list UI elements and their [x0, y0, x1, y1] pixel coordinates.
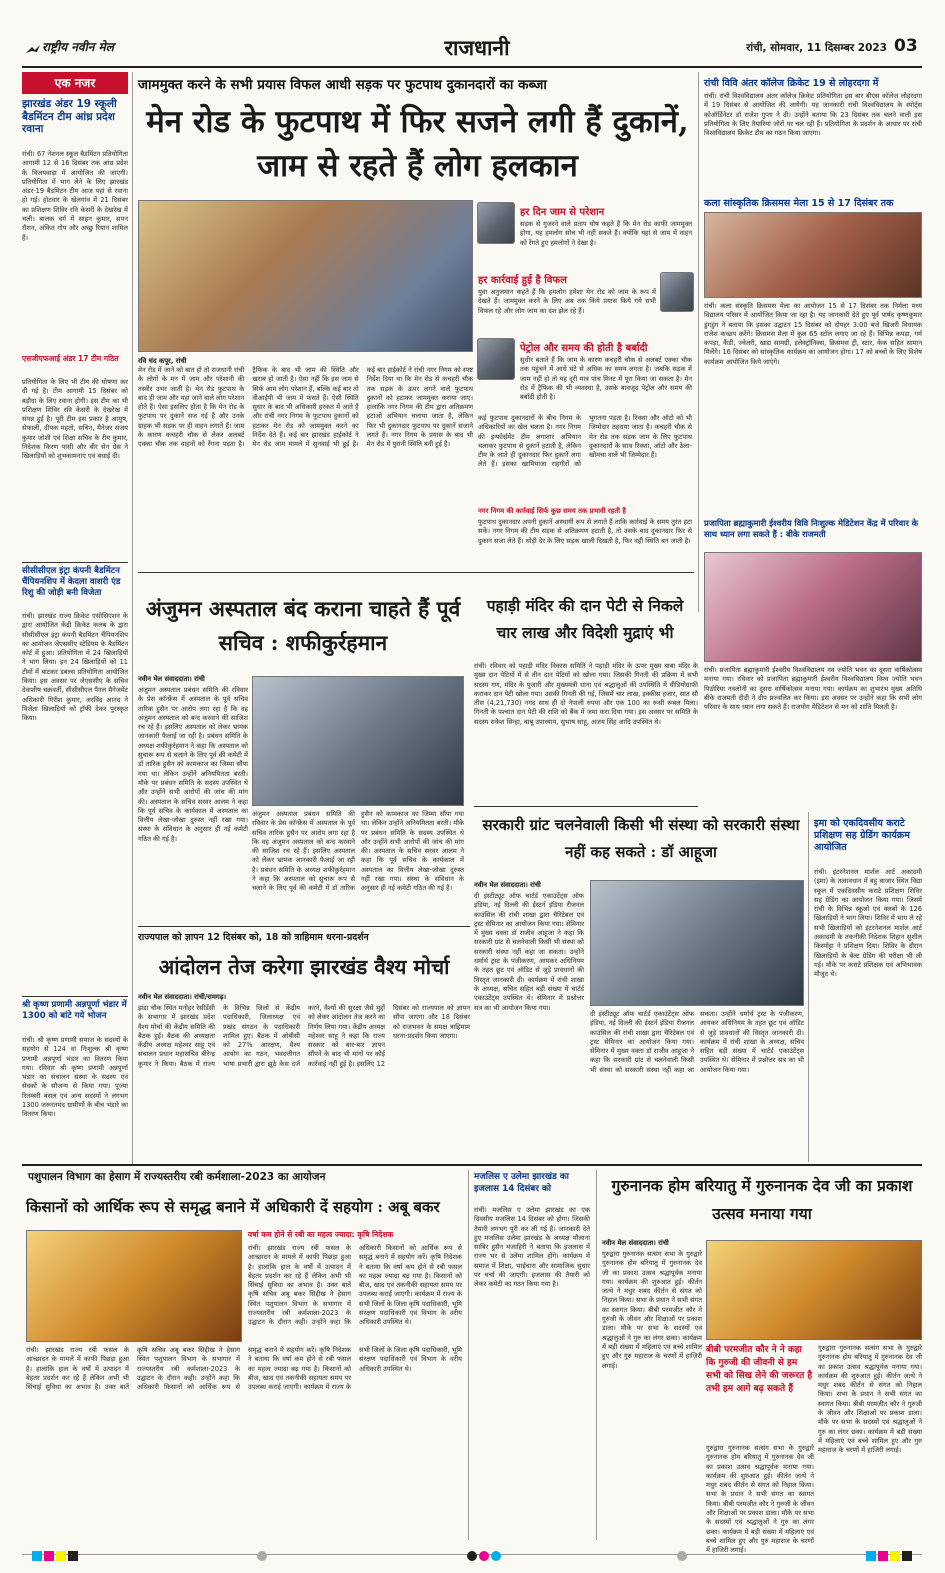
lead-byline: रवि चंद कपूर, रांची: [138, 357, 187, 365]
column-rule: [808, 812, 809, 1162]
column-rule: [596, 1170, 597, 1540]
lead-headline: मेन रोड के फुटपाथ में फिर सजने लगी हैं दुकानें, जाम से रहते हैं लोग हलकान: [146, 104, 689, 184]
christmas-mela-body: रांची। कला संस्कृति क्रिसमस मेला का आयोजन 15 से 17 दिसंबर तक निर्मला मध्य विद्यालय परिसर में आयोजित किया जा रहा है। यह जानकारी देते हुए पूर्व पार्षद कृष्णकुमार डुंगडुंग ने बताया कि इसका उद्घाटन 15 दिसंबर को दोपहर 3:00 बजे खिजरी विधायक राजेश कच्छप करेंगे। क्रिसमस मेला में कुल 65 स्टॉल लगाए जा रहे हैं। विभिन्न कपड़ा, गर्म कपड़ा, कैंडी, ज्वेलरी, खाद्य सामग्री, इलेक्ट्रॉनिक्स, क्रिसमस ट्री, स्टार, केक सहित सामान मिलेंगे। 16 दिसंबर को सांस्कृतिक कार्यक्रम का आयोजन होगा। 17 को बच्चों के लिए विशेष कार्यक्रम आयोजित किये जाएंगे।: [704, 302, 922, 366]
column-rule: [698, 72, 699, 612]
rabi-workshop-photo[interactable]: [26, 1230, 242, 1342]
vaishya-kicker: राज्यपाल को ज्ञापन 12 दिसंबर को, 18 को त्राहिमाम धरना-प्रदर्शन: [138, 932, 369, 943]
lead-body: मेन रोड में जाने को बात हो तो राजधानी रांची के लोगों के मन में जाम और परेशानी की तस्वीर उभर जाती है। मेन रोड फुटपाथ के बाद ही जाम और यहां जाने वाले लोग परेशान होते हैं। ऐसा इसलिए होता है कि मेन रोड के फुटपाथ पर दुकानें सज गई हैं और उनके ग्राहक भी सड़क पर ही वाहन लगाते हैं। जाम के कारण कचहरी चौक से लेकर अलबर्ट एक्का चौक तक वाहनों को रेंगना पड़ता है। ट्रैफिक के बाद भी जाम की स्थिति और खराब हो जाती है। ऐसा नहीं कि इस जाम से सिर्फ आम लोग परेशान हैं, बल्कि कई बार तो वीआईपी भी जाम में फंसते हैं। ऐसी स्थिति सुधार के बाद भी अधिकारी हरकत में आते हैं और रांची नगर निगम के फुटपाथ दुकानों को हटाकर मेन रोड को जाममुक्त करने का निर्देश देते हैं। कई बार झारखंड हाईकोर्ट ने मेन रोड जाम मामले में सुनवाई भी हुई है। कई बार हाईकोर्ट ने रांची नगर निगम को स्पष्ट निर्देश दिया था कि मेन रोड से कचहरी चौक तक सड़क के ऊपर लगने वाले फुटपाथ दुकानों को हटाकर जाममुक्त कराया जाए। हालांकि नगर निगम की टीम द्वारा अतिक्रमण हटाओ अभियान चलाया जाता है, लेकिन फिर भी दुकानदार फुटपाथ पर दुकानें सजाने लगते हैं। नगर निगम के प्रयास के बाद भी मेन रोड में पुरानी स्थिति बनी हुई है।: [138, 366, 473, 449]
brief-4-body: रांची। श्री कृष्ण प्रणामी समाज के सदस्यों के सहयोग से 124 वां निःशुल्क श्री कृष्ण प्रणामी अन्नपूर्णा भंडार का वितरण किया गया। रविवार श्री कृष्ण प्रणामी अन्नपूर्णा भंडार का संचालन संस्था के सदस्य एवं सेवकों के सौजन्य से किया गया। पूज्या रितम्बरी बंसल एवं अन्य सदस्यों ने लगभग 1300 जरूरतमंद ग्रामीणों के बीच भंडारे का वितरण किया।: [22, 1036, 128, 1119]
ahuja-byline: नवीन मेल संवाददाता। रांची: [474, 881, 541, 889]
ahuja-body: दी इंस्टीट्यूट ऑफ चार्टर्ड एकाउंटेंट्स ऑफ इंडिया, नई दिल्ली की ईस्टर्न इंडिया रीजनल काउंसिल की रांची शाखा द्वारा चैरिटेबल एवं ट्रस्ट सेमिनार का आयोजन किया गया। सेमिनार में मुख्य वक्ता डॉ राजीव आहूजा ने कहा कि सरकारी ग्रांट से चलनेवाली किसी भी संस्था को सरकारी संस्था नहीं कहा जा सकता। उन्होंने धर्मार्थ ट्रस्ट के पंजीकरण, आयकर अधिनियम के तहत छूट एवं ऑडिट से जुड़े प्रावधानों की विस्तृत जानकारी दी। कार्यक्रम में रांची शाखा के अध्यक्ष, सचिव सहित बड़ी संख्या में चार्टर्ड एकाउंटेंट्स उपस्थित थे। सेमिनार में प्रश्नोत्तर सत्र का भी आयोजन किया गया।: [474, 892, 584, 1012]
karate-body: रांची। इंटरनेशनल मार्शल आर्ट अकादमी (इमा) के तत्वावधान में बहु बाजार स्थित विद्या स्कूल में एकदिवसीय कराटे प्रशिक्षण शिविर सह ग्रेडिंग का आयोजन किया गया। जिसमें रांची के विभिन्न स्कूलों एवं क्लबों के 126 खिलाड़ियों ने भाग लिया। शिविर में भाग ले रहे सभी खिलाड़ियों को इंटरनेशनल मार्शल आर्ट अकादमी के तकनीकी निदेशक शिहान सुशील किस्पोट्टा ने प्रशिक्षण दिया। शिविर के दौरान खिलाड़ियों के बेल्ट ग्रेडिंग की परीक्षा भी ली गई। मौके पर कराटे प्रशिक्षक एवं अभिभावक मौजूद थे।: [814, 868, 922, 979]
lead-body-2: कई फुटपाथ दुकानदारों के बीच निगम के अधिकारियों का खेल चलता है। नगर निगम की इन्फोर्समेंट टीम लगातार अभियान चलाकर फुटपाथ से दुकानें हटाती है, लेकिन टीम के जाते ही दुकानदार फिर दुकानें लगा लेते हैं। इसका खामियाजा राहगीरों को भुगतना पड़ता है। रिक्शा और ऑटो को भी जिम्मेदार ठहराया जाता है। कचहरी चौक से मेन रोड तक सड़क जाम के लिए फुटपाथ दुकानदारों के साथ रिक्शा, ऑटो और ठेला-खोमचा वाले भी जिम्मेदार हैं।: [478, 414, 692, 469]
lead-crowd-photo[interactable]: [138, 200, 473, 352]
page-number: 03: [894, 36, 918, 56]
gurunanak-pull-quote: बीबी परमजीत कौर ने ने कहा कि गुरुजी की जीवनी से हम सभी को सिख लेने की जरूरत है तभी हम आगे बढ़ सकते हैं: [706, 1345, 813, 1394]
quote-1-text: सड़क से गुजरने वाले प्रताप घोष कहते हैं कि मेन रोड काफी जाममुक्त होगा, यह हमलोग सोच भी नहीं सकते हैं। क्योंकि यहां से जाम में वाहन को रेंगते हुए हमलोगों ने देखा है।: [520, 220, 692, 247]
quote-3-portrait: [477, 338, 515, 380]
gurunanak-headline: गुरुनानक होम बरियातु में गुरुनानक देव जी का प्रकाश उत्सव मनाया गया: [611, 1176, 913, 1223]
brahmakumari-body: रांची। प्रजापिता ब्रह्माकुमारी ईश्वरीय विश्वविद्यालय नव ज्योति भवन का दूसरा वार्षिकोत्सव मनाया गया। रविवार को प्रजापिता ब्रह्माकुमारी ईश्वरीय विश्वविद्यालय विश्व ज्योति भवन पिठोरिया नवलोनी का दूसरा वार्षिकोत्सव मनाया गया। कार्यक्रम का शुभारंभ मुख्य अतिथि बीके राजमती दीदी ने दीप प्रज्वलित कर किया। इस अवसर पर उन्होंने कहा कि सभी लोग परिवार के साथ ध्यान लगा सकते हैं। राजयोग मेडिटेशन से मन को शांति मिलती है।: [704, 666, 922, 712]
karate-headline: इमा को एकदिवसीय कराटे प्रशिक्षण सह ग्रेडिंग कार्यक्रम आयोजित: [814, 818, 910, 853]
rabi-body-top: रांची। झारखंड राज्य रबी फसल के आच्छादन के मामले में काफी पिछड़ा हुआ है। हालांकि हाल के वर्षों में उत्पादन में बेहतर प्रदर्शन कर रहे हैं लेकिन अभी भी सिंचाई सुविधा का अभाव है। उक्त बातें कृषि सचिव अबू बकर सिद्दीख ने हेसाग स्थित पशुपालन विभाग के सभागार में राज्यस्तरीय रबी कर्मशाला-2023 के उद्घाटन के दौरान कही। उन्होंने कहा कि अधिकारी किसानों को आर्थिक रूप से समृद्ध बनाने में सहयोग करें। कृषि निदेशक ने बताया कि वर्षा कम होने से रबी फसल का महत्व ज्यादा बढ़ गया है। किसानों को बीज, खाद एवं तकनीकी सहायता समय पर उपलब्ध कराई जाएगी। कार्यक्रम में राज्य के सभी जिलों के जिला कृषि पदाधिकारी, भूमि संरक्षण पदाधिकारी एवं विभाग के वरीय अधिकारी उपस्थित थे।: [248, 1244, 462, 1327]
pahari-headline: पहाड़ी मंदिर की दान पेटी से निकले चार लाख और विदेशी मुद्राएं भी: [486, 596, 684, 642]
gurunanak-byline: नवीन मेल संवाददाता। रांची: [602, 1239, 669, 1247]
divider: [22, 562, 128, 563]
vaishya-byline: नवीन मेल संवाददाता। रांची/रामगढ़।: [138, 993, 227, 1001]
quote-1-title: हर दिन जाम से परेशान: [520, 207, 605, 218]
masthead: [22, 34, 922, 64]
brief-1-headline: झारखंड अंडर 19 स्कूली बैडमिंटन टीम आंध्र प्रदेश रवाना: [22, 98, 117, 135]
anjuman-headline: अंजुमन अस्पताल बंद कराना चाहते हैं पूर्व सचिव : शफीकुर्रहमान: [145, 596, 461, 655]
lead-body-3: फुटपाथ दुकानदार अपनी दुकानें अस्थायी रूप से लगाते हैं ताकि कार्रवाई के समय तुरंत हटा सकें। नगर निगम की टीम सड़क से अतिक्रमण हटाती है, तो उसके बाद दुकानदार फिर से दुकान सजा लेते हैं। थोड़ी देर के लिए सड़क खाली दिखती है, फिर वही स्थिति बन जाती है।: [478, 518, 692, 545]
section-title: राजधानी: [444, 35, 510, 60]
left-column: [22, 72, 128, 1164]
vaishya-headline: आंदोलन तेज करेगा झारखंड वैश्य मोर्चा: [158, 955, 450, 979]
column-rule: [132, 72, 133, 1164]
ru-cricket-body: रांची। रांची विश्वविद्यालय अंतर कॉलेज क्रिकेट प्रतियोगिता इस बार बीएस कॉलेज लोहरदगा में 19 दिसंबर से आयोजित की जायेगी। यह जानकारी रांची विश्वविद्यालय के स्पोर्ट्स कोऑर्डिनेटर डॉ राजेश गुप्ता ने दी। उन्होंने बताया कि 23 दिसंबर तक चलने वाली इस प्रतियोगिता के लिए तैयारियां जोरों पर चल रही हैं। प्रतियोगिता के प्रदर्शन के आधार पर रांची विश्वविद्यालय क्रिकेट टीम का गठन किया जाएगा।: [704, 92, 922, 138]
majlis-headline: मजलिस ए उलेमा झारखंड का इजलास 14 दिसंबर को: [474, 1172, 569, 1194]
pahari-body: रांची। रविवार को पहाड़ी मंदिर विकास समिति ने पहाड़ी मंदिर के ऊपर मुख्य बाबा मंदिर के मुख्य दान पेटियों में से तीन दान पेटियों को खोला गया। जिसकी गिनती की प्रक्रिया में सभी सदस्य गण, मंदिर के पुजारी और मुख्यमंत्री धाना एवं श्रद्धालुओं की उपस्थिति में वीडियोग्राफी कराकर दान पेटी खोला गया। उसकी गिनती की गई, जिसमें चार लाख, इक्कीस हजार, सात सौ तीस (4,21,730) नगद साथ ही दो नेपाली रुपया और एक 100 का रूसी रूबल मिला। गिनती के पश्चात दान पेटी की राशि को बैंक में जमा करा दिया गया। इस अवसर पर समिति के सदस्य राकेश सिन्हा, बाबू उपाध्याय, सुभाष साहू, अजय सिंह आदि उपस्थित थे।: [474, 662, 698, 726]
registration-bar: [22, 1548, 922, 1560]
section-rule: [138, 572, 694, 573]
column-rule: [468, 1170, 469, 1540]
christmas-mela-photo[interactable]: [704, 212, 922, 298]
lead-kicker: जाममुक्त करने के सभी प्रयास विफल आधी सड़क पर फुटपाथ दुकानदारों का कब्जा: [138, 77, 547, 93]
gurunanak-body-cont: गुरुद्वारा गुरुनानक सत्संग सभा के गुरुद्वारे गुरुनानक होम बरियातु में गुरुनानक देव जी का प्रकाश उत्सव श्रद्धापूर्वक मनाया गया। कार्यक्रम की शुरुआत हुई। कीर्तन जत्थे ने मधुर शबद कीर्तन से संगत को निहाल किया। सभा के प्रधान ने सभी संगत का स्वागत किया। बीबी परमजीत कौर ने गुरुजी के जीवन और शिक्षाओं पर प्रकाश डाला। मौके पर सभा के सदस्यों एवं श्रद्धालुओं ने गुरु का लंगर छका। कार्यक्रम में बड़ी संख्या में महिलाएं एवं बच्चे शामिल हुए और गुरु महाराज के चरणों में हाजिरी लगाई।: [818, 1344, 922, 1455]
anjuman-body-cont: अंजुमन अस्पताल प्रबंधन समिति की रविवार के प्रेस कॉन्फ्रेंस में अस्पताल के पूर्व सचिव तारिक हुसैन पर आरोप लगा रहा है कि वह अंजुमन अस्पताल को बन्द करवाने की साजिश रच रहे हैं। इसलिए अस्पताल को लेकर भ्रामक जानकारी फैलाई जा रही है। प्रबंधन समिति के अध्यक्ष शफीकुर्रहमान ने कहा कि अस्पताल को सुचारू रूप से चलाने के लिए पूर्व की कमेटी में डॉ तारिक हुसैन को कामकाज का जिम्मा सौंपा गया था। लेकिन उन्होंने अनियमितता बरती। मौके पर प्रबंधन समिति के सदस्य उपस्थित थे और उन्होंने सभी आरोपों की जांच की मांग की। अस्पताल के सचिव सरवर आलम ने कहा कि पूर्व सचिव के कार्यकाल में अस्पताल का वित्तीय लेखा-जोखा दुरुस्त नहीं रखा गया। संस्था के संविधान के अनुसार ही नई कमेटी गठित की गई है।: [252, 810, 464, 893]
brief-1-body: रांची। 67 नेशनल स्कूल बैडमिंटन प्रतियोगिता आगामी 12 से 16 दिसंबर तक आंध्र प्रदेश के विजयवाड़ा में आयोजित की जाएगी। प्रतियोगिता में भाग लेने के लिए झारखंड अंडर-19 बैडमिंटन टीम आज यहां से रवाना हो गई। होटवार के खेलगांव में 21 दिसंबर का प्रशिक्षण शिविर रवि केसरी के देखरेख में चली। बालक वर्ग में साहन कुमार, सपन रौशन, अंकित गोप और अच्छु रियान शामिल हैं।: [22, 150, 128, 242]
ru-cricket-headline: रांची विवि अंतर कॉलेज क्रिकेट 19 से लोहरदगा में: [704, 78, 879, 89]
anjuman-body: अंजुमन अस्पताल प्रबंधन समिति की रविवार के प्रेस कॉन्फ्रेंस में अस्पताल के पूर्व सचिव तारिक हुसैन पर आरोप लगा रहा है कि वह अंजुमन अस्पताल को बन्द करवाने की साजिश रच रहे हैं। इसलिए अस्पताल को लेकर भ्रामक जानकारी फैलाई जा रही है। प्रबंधन समिति के अध्यक्ष शफीकुर्रहमान ने कहा कि अस्पताल को सुचारू रूप से चलाने के लिए पूर्व की कमेटी में डॉ तारिक हुसैन को कामकाज का जिम्मा सौंपा गया था। लेकिन उन्होंने अनियमितता बरती। मौके पर प्रबंधन समिति के सदस्य उपस्थित थे और उन्होंने सभी आरोपों की जांच की मांग की। अस्पताल के सचिव सरवर आलम ने कहा कि पूर्व सचिव के कार्यकाल में अस्पताल का वित्तीय लेखा-जोखा दुरुस्त नहीं रखा गया। संस्था के संविधान के अनुसार ही नई कमेटी गठित की गई है।: [138, 686, 248, 843]
brief-4-headline: श्री कृष्ण प्रणामी अन्नपूर्णा भंडार में 1300 को बांटे गये भोजन: [22, 1000, 127, 1021]
brief-3-body: रांची। झारखंड राज्य क्रिकेट एसोसिएशन के द्वारा आयोजित केंद्री क्रिकेट कलब के द्वारा सीसीसीएल इंट्रा कंपनी बैडमिंटन चैंपियनशिप का आयोजन जेएससीए स्टेडियम के बैडमिंटन कोर्ट में हुआ। प्रतियोगिता में 24 खिलाड़ियों ने भाग लिया। इन 24 खिलाड़ियों को 11 टीमों में बांटकर डबल्स प्रतियोगिता आयोजित किया। इस अवसर पर जेएससीए के सचिव देवाशीष चक्रवर्ती, सीसीसीएल पैनल मैनेजमेंट अधिकारी गिरीश कुमार, अरविंद आनंद ने विजेता खिलाड़ियों को ट्रॉफी देकर पुरस्कृत किया।: [22, 612, 128, 723]
rabi-body: रांची। झारखंड राज्य रबी फसल के आच्छादन के मामले में काफी पिछड़ा हुआ है। हालांकि हाल के वर्षों में उत्पादन में बेहतर प्रदर्शन कर रहे हैं लेकिन अभी भी सिंचाई सुविधा का अभाव है। उक्त बातें कृषि सचिव अबू बकर सिद्दीख ने हेसाग स्थित पशुपालन विभाग के सभागार में राज्यस्तरीय रबी कर्मशाला-2023 के उद्घाटन के दौरान कही। उन्होंने कहा कि अधिकारी किसानों को आर्थिक रूप से समृद्ध बनाने में सहयोग करें। कृषि निदेशक ने बताया कि वर्षा कम होने से रबी फसल का महत्व ज्यादा बढ़ गया है। किसानों को बीज, खाद एवं तकनीकी सहायता समय पर उपलब्ध कराई जाएगी। कार्यक्रम में राज्य के सभी जिलों के जिला कृषि पदाधिकारी, भूमि संरक्षण पदाधिकारी एवं विभाग के वरीय अधिकारी उपस्थित थे।: [26, 1346, 462, 1392]
section-rule: [22, 1164, 922, 1166]
dateline: रांची, सोमवार, 11 दिसम्बर 2023: [746, 42, 887, 54]
ahuja-body-cont: दी इंस्टीट्यूट ऑफ चार्टर्ड एकाउंटेंट्स ऑफ इंडिया, नई दिल्ली की ईस्टर्न इंडिया रीजनल काउंसिल की रांची शाखा द्वारा चैरिटेबल एवं ट्रस्ट सेमिनार का आयोजन किया गया। सेमिनार में मुख्य वक्ता डॉ राजीव आहूजा ने कहा कि सरकारी ग्रांट से चलनेवाली किसी भी संस्था को सरकारी संस्था नहीं कहा जा सकता। उन्होंने धर्मार्थ ट्रस्ट के पंजीकरण, आयकर अधिनियम के तहत छूट एवं ऑडिट से जुड़े प्रावधानों की विस्तृत जानकारी दी। कार्यक्रम में रांची शाखा के अध्यक्ष, सचिव सहित बड़ी संख्या में चार्टर्ड एकाउंटेंट्स उपस्थित थे। सेमिनार में प्रश्नोत्तर सत्र का भी आयोजन किया गया।: [590, 1010, 804, 1074]
ahuja-seminar-photo[interactable]: [590, 880, 804, 1006]
quote-2-text: युवा अनुजमान कहते हैं कि हमलोग हमेशा मेन रोड को जाम के रूप में देखते हैं। जाममुक्त करने के लिए अब तक किये प्रयास किये गये सभी विफल रहे और लोग जाम का दंश झेल रहे हैं।: [478, 288, 656, 315]
brief-3-headline: सीसीसीएल इंट्रा कंपनी बैडमिंटन चैंपियनशिप में केदला वाशरी एंड रिशु की जोड़ी बनी विजेता: [22, 566, 121, 598]
quote-3-title: पेट्रोल और समय की होती है बर्बादी: [520, 343, 648, 354]
vaishya-body: झंडा चौक स्थित मनोहर रेसीडेंसी के सभागार में झारखंड प्रदेश वैश्य मोर्चा की केंद्रीय समिति की बैठक हुई। बैठक की अध्यक्षता केंद्रीय अध्यक्ष महेश्वर साहू एवं संचालन प्रधान महासचिव बीरेन्द्र कुमार ने किया। बैठक में राज्य के विभिन्न जिलों से केंद्रीय पदाधिकारी, जिलाध्यक्ष एवं प्रखंड संगठन के पदाधिकारी शामिल हुए। बैठक में ओबीसी को 27% आरक्षण, वैश्य आयोग का गठन, भवदत्तीगत भाषा प्रभारी द्वारा झूठे केस दर्ज करने, वैश्यों की सुरक्षा जैसे मुद्दों को लेकर आंदोलन तेज करने का निर्णय लिया गया। केंद्रीय अध्यक्ष महेश्वर साहू ने कहा कि राज्य सरकार को बार-बार ज्ञापन सौंपने के बाद भी मांगों पर कोई कार्रवाई नहीं हुई है। इसलिए 12 दिसंबर को राज्यपाल को ज्ञापन सौंपा जाएगा और 18 दिसंबर को राजभवन के समक्ष त्राहिमाम धरना-प्रदर्शन किया जाएगा।: [138, 1004, 470, 1068]
ek-nazar-banner: एक नजर: [22, 72, 128, 94]
quote-3-text: सुधीर बताते हैं कि जाम के कारण कचहरी चौक से अलबर्ट एक्का चौक तक पहुंचने में आधे घंटे से अधिक का समय लगता है। जबकि सड़क में जाम नहीं हो तो यह दूरी मात्र पांच मिनट में पूरा किया जा सकता है। मेन रोड में ट्रैफिक की भी व्यवस्था है, उसके बावजूद पेट्रोल और समय की बर्बादी होती है।: [520, 356, 692, 402]
ahuja-headline: सरकारी ग्रांट चलनेवाली किसी भी संस्था को सरकारी संस्था नहीं कह सकते : डॉ आहूजा: [482, 816, 800, 861]
bird-logo-icon: [26, 40, 40, 50]
header-rule: [22, 66, 922, 68]
quote-2-title: हर कार्रवाई हुई है विफल: [478, 275, 567, 286]
rabi-subhead: वर्षा कम होने से रबी का महत्व ज्यादा: कृषि निदेशक: [248, 1230, 394, 1239]
divider: [22, 996, 128, 997]
anjuman-byline: नवीन मेल संवाददाता। रांची: [138, 675, 205, 683]
brahmakumari-headline: प्रजापिता ब्रह्माकुमारी ईश्वरीय विवि निःशुल्क मेडिटेशन केंद्र में परिवार के साथ ध्यान लगा सकते हैं : बीके राजमती: [704, 518, 919, 539]
newspaper-logo[interactable]: राष्ट्रीय नवीन मेल: [42, 40, 114, 54]
section-rule: [474, 806, 698, 807]
majlis-body: रांची। मजलिस ए उलेमा झारखंड का एक दिवसीय मजलिस 14 दिसंबर को होगा। जिसकी तैयारी लगभग पूरी कर ली गई है। जानकारी देते हुए मजलिस उलेमा झारखंड के अध्यक्ष मौलाना साबिर हुसैन मजाहिरी ने बताया कि इजलास में राज्य भर से उलेमा शामिल होंगे। कार्यक्रम में समाज में शिक्षा, भाईचारा और सामाजिक सुधार पर चर्चा की जाएगी। इजलास की तैयारी को लेकर कमेटी का गठन किया गया है।: [474, 1206, 590, 1289]
gurunanak-photo[interactable]: [706, 1240, 922, 1340]
brief-2-headline: एसजीएफआई अंडर 17 टीम गठित: [22, 354, 119, 363]
rabi-kicker: पशुपालन विभाग का हेसाग में राज्यस्तरीय रबी कर्मशाला-2023 का आयोजन: [28, 1171, 326, 1183]
lead-subhead: नगर निगम की कार्रवाई सिर्फ कुछ समय तक प्रभावी रहती है: [478, 507, 626, 515]
quote-1-portrait: [477, 202, 515, 244]
brief-2-body: प्रतियोगिता के लिए भी टीम की घोषणा कर दी गई है। टीम आगामी 15 दिसंबर को बड़ौदा के लिए रवाना होगी। इस टीम का भी प्रशिक्षण शिविर रवि केसरी के देखरेख में संपन्न हुई है। पूरी टीम इस प्रकार है आयुष, सेफाली, दीपक महतो, सचिन, मैनेजर संजय कुमार जोशी एवं शिक्षा सचिव के रीय कुमार, निदेशक किरण पासी और बीर सेन ग्रेस ने खिलाड़ियों को शुभकामनाएं एवं बधाई दी।: [22, 378, 128, 461]
rabi-headline: किसानों को आर्थिक रूप से समृद्ध बनाने में अधिकारी दें सहयोग : अबू बकर: [26, 1198, 440, 1216]
christmas-mela-headline: कला सांस्कृतिक क्रिसमस मेला 15 से 17 दिसंबर तक: [704, 198, 894, 209]
anjuman-press-photo[interactable]: [252, 676, 464, 806]
gurunanak-body: गुरुद्वारा गुरुनानक सत्संग सभा के गुरुद्वारे गुरुनानक होम बरियातु में गुरुनानक देव जी का प्रकाश उत्सव श्रद्धापूर्वक मनाया गया। कार्यक्रम की शुरुआत हुई। कीर्तन जत्थे ने मधुर शबद कीर्तन से संगत को निहाल किया। सभा के प्रधान ने सभी संगत का स्वागत किया। बीबी परमजीत कौर ने गुरुजी के जीवन और शिक्षाओं पर प्रकाश डाला। मौके पर सभा के सदस्यों एवं श्रद्धालुओं ने गुरु का लंगर छका। कार्यक्रम में बड़ी संख्या में महिलाएं एवं बच्चे शामिल हुए और गुरु महाराज के चरणों में हाजिरी लगाई।: [602, 1250, 702, 1370]
section-rule: [138, 926, 470, 927]
gurunanak-body-end: गुरुद्वारा गुरुनानक सत्संग सभा के गुरुद्वारे गुरुनानक होम बरियातु में गुरुनानक देव जी का प्रकाश उत्सव श्रद्धापूर्वक मनाया गया। कार्यक्रम की शुरुआत हुई। कीर्तन जत्थे ने मधुर शबद कीर्तन से संगत को निहाल किया। सभा के प्रधान ने सभी संगत का स्वागत किया। बीबी परमजीत कौर ने गुरुजी के जीवन और शिक्षाओं पर प्रकाश डाला। मौके पर सभा के सदस्यों एवं श्रद्धालुओं ने गुरु का लंगर छका। कार्यक्रम में बड़ी संख्या में महिलाएं एवं बच्चे शामिल हुए और गुरु महाराज के चरणों में हाजिरी लगाई।: [706, 1444, 814, 1555]
brahmakumari-photo[interactable]: [704, 552, 922, 662]
quote-2-portrait: [660, 272, 694, 312]
